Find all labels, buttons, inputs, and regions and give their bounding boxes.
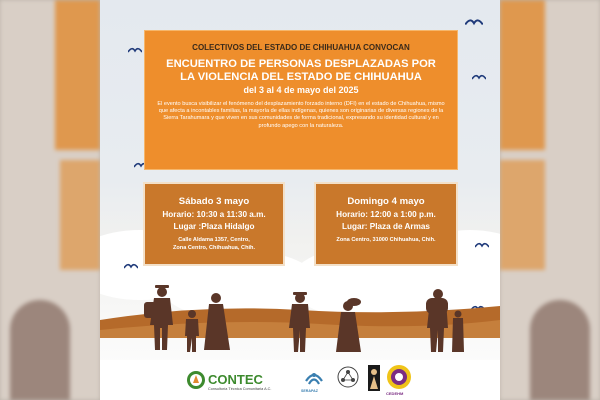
bird-icon <box>475 241 489 249</box>
serapaz-logo-icon <box>303 367 325 389</box>
bird-icon <box>128 46 142 54</box>
network-logo-icon <box>337 366 359 388</box>
event-time: Horario: 12:00 a 1:00 p.m. <box>336 210 436 219</box>
woman-logo-icon <box>368 365 380 391</box>
event-dates: del 3 al 4 de mayo del 2025 <box>243 85 359 95</box>
event-title-line2: LA VIOLENCIA DEL ESTADO DE CHIHUAHUA <box>180 71 422 83</box>
event-place: Lugar :Plaza Hidalgo <box>173 222 255 231</box>
event-description: El evento busca visibilizar el fenómeno del desplazamiento forzado interno (DFI) en el estado de Chihuahua, mismo que afecta a incontables familias, la mayoría de ellas indígenas, quienes son originarias de diversas regiones de la Sierra Tarahumara y que viven en sus comunidades de forma tradicional, expresando su identidad cultural y en profundo apego con la naturaleza. <box>157 101 445 129</box>
event-title <box>155 58 447 84</box>
serapaz-label: SERAPAZ <box>301 389 318 393</box>
event-address <box>324 237 448 245</box>
contec-name: CONTEC <box>208 372 263 387</box>
event-address-line1: Calle Aldama 1357, Centro, <box>178 237 250 243</box>
event-place: Lugar: Plaza de Armas <box>342 222 430 231</box>
event-address-line1: Zona Centro, 31000 Chihuahua, Chih. <box>336 237 436 243</box>
bird-icon <box>124 262 138 270</box>
cedehm-logo-icon <box>386 364 412 390</box>
event-day: Domingo 4 mayo <box>347 196 425 207</box>
event-time: Horario: 10:30 a 11:30 a.m. <box>162 210 266 219</box>
contec-logo-icon <box>186 370 206 390</box>
event-poster <box>100 0 500 400</box>
convoking-collectives-header: COLECTIVOS DEL ESTADO DE CHIHUAHUA CONVOCAN <box>192 43 410 52</box>
contec-subtitle: Consultoría Técnica Comunitaria A.C. <box>208 387 272 391</box>
event-title-line1: ENCUENTRO DE PERSONAS DESPLAZADAS POR <box>166 58 436 70</box>
bird-icon <box>472 73 486 81</box>
event-card-sunday <box>314 182 458 266</box>
event-card-saturday <box>143 182 285 266</box>
event-address-line2: Zona Centro, Chihuahua, Chih. <box>172 244 256 251</box>
event-address <box>153 237 275 252</box>
event-day: Sábado 3 mayo <box>178 196 250 207</box>
displaced-people-silhouettes <box>100 270 500 360</box>
announcement-banner <box>144 30 458 170</box>
cedehm-label: CEDEHM <box>386 391 404 396</box>
bird-icon <box>465 17 483 27</box>
sponsors-footer <box>100 360 500 400</box>
blurred-backdrop-right <box>500 0 600 400</box>
blurred-backdrop-left <box>0 0 100 400</box>
